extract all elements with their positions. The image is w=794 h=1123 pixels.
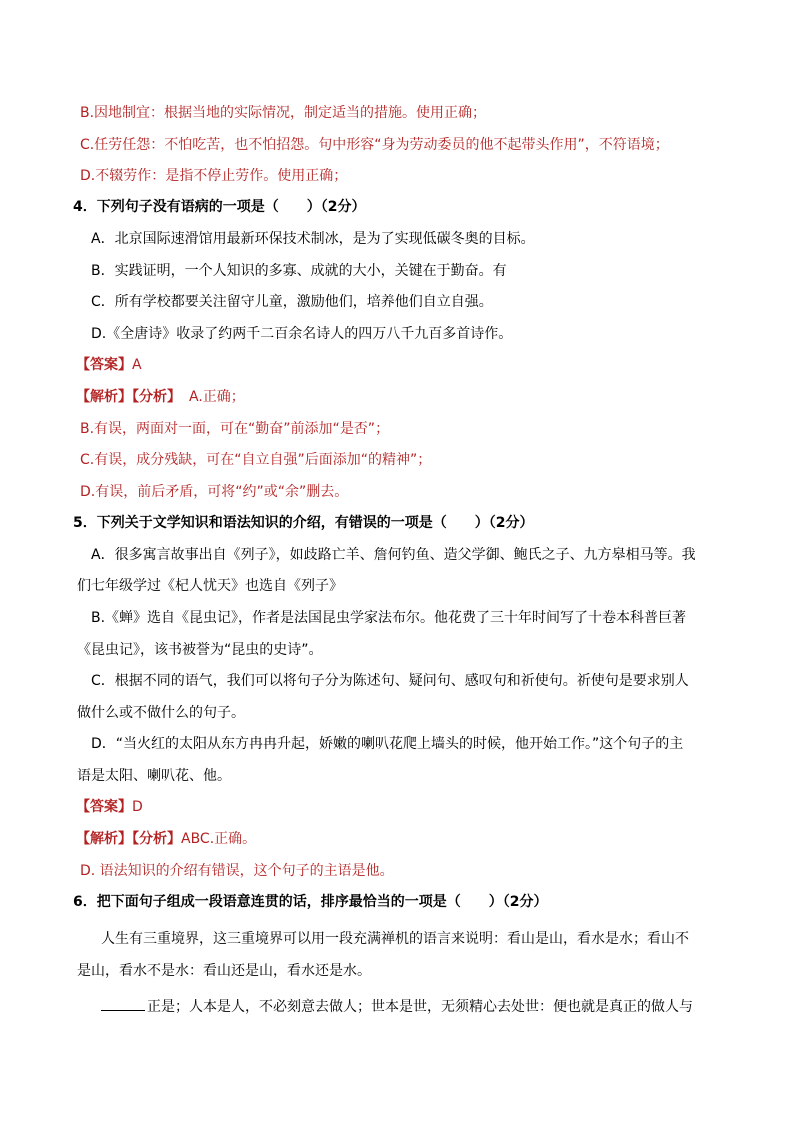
q4-stem: 4．下列句子没有语病的一项是（ ）（2分）	[73, 199, 366, 215]
q5-line: B.《蝉》选自《昆虫记》，作者是法国昆虫学家法布尔。他花费了三十年时间写了十卷本科普巨著	[91, 610, 687, 626]
q4-analysis-header	[76, 388, 245, 406]
q4-answer-label: 【答案】	[76, 357, 132, 373]
q4-option-a: A．北京国际速滑馆用最新环保技术制冰，是为了实现低碳冬奥的目标。	[91, 231, 535, 247]
q5-line: 做什么或不做什么的句子。	[77, 705, 245, 721]
q5-line: 语是太阳、喇叭花、他。	[77, 768, 231, 784]
q3-analysis-b: B.因地制宜：根据当地的实际情况，制定适当的措施。使用正确；	[80, 105, 487, 121]
q6-paragraph-line-2	[101, 996, 693, 1016]
q4-analysis-c: C.有误，成分残缺，可在“自立自强”后面添加“的精神”；	[80, 452, 432, 468]
q4-option-c: C．所有学校都要关注留守儿童，激励他们，培养他们自立自强。	[91, 294, 493, 310]
q4-answer	[76, 356, 142, 374]
q3-analysis-c: C.任劳任怨：不怕吃苦，也不怕招怨。句中形容“身为劳动委员的他不起带头作用”，不符语境；	[80, 137, 669, 153]
q5-analysis-header	[76, 830, 256, 848]
q6-paragraph-line: 人生有三重境界，这三重境界可以用一段充满禅机的语言来说明：看山是山，看水是水；看山不	[101, 931, 689, 947]
q5-analysis-abc: ABC.正确。	[181, 831, 257, 847]
q3-analysis-d: D.不辍劳作：是指不停止劳作。使用正确；	[80, 168, 348, 184]
q5-line: C．根据不同的语气，我们可以将句子分为陈述句、疑问句、感叹句和祈使句。祈使句是要求别人	[91, 673, 689, 689]
q4-option-d: D.《全唐诗》收录了约两千二百余名诗人的四万八千九百多首诗作。	[91, 326, 513, 342]
q5-stem: 5．下列关于文学知识和语法知识的介绍，有错误的一项是（ ）（2分）	[73, 515, 534, 531]
q5-line: 《昆虫记》，该书被誉为“昆虫的史诗”。	[77, 642, 323, 658]
q5-answer-label: 【答案】	[76, 799, 132, 815]
q4-answer-value: A	[132, 357, 142, 373]
q5-analysis-d: D. 语法知识的介绍有错误，这个句子的主语是他。	[80, 863, 394, 879]
fill-blank	[101, 996, 145, 1011]
q4-analysis-a: A.正确；	[189, 389, 245, 405]
q5-line: D．“当火红的太阳从东方冉冉升起，娇嫩的喇叭花爬上墙头的时候，他开始工作。”这个句子的主	[91, 736, 684, 752]
q6-paragraph-text: 正是；人本是人，不必刻意去做人；世本是世，无须精心去处世：便也就是真正的做人与	[147, 999, 693, 1015]
q5-answer-value: D	[132, 799, 143, 815]
q5-analysis-label: 【解析】【分析】	[76, 831, 181, 847]
q4-analysis-d: D.有误，前后矛盾，可将“约”或“余”删去。	[80, 484, 349, 500]
q5-line: A．很多寓言故事出自《列子》，如歧路亡羊、詹何钓鱼、造父学御、鲍氏之子、九方皋相马等。我	[91, 547, 696, 563]
q4-analysis-label: 【解析】【分析】	[76, 389, 181, 405]
q6-paragraph-line: 是山，看水不是水：看山还是山，看水还是水。	[77, 963, 371, 979]
q4-option-b: B．实践证明，一个人知识的多寡、成就的大小，关键在于勤奋。有	[91, 263, 507, 279]
q6-stem: 6．把下面句子组成一段语意连贯的话，排序最恰当的一项是（ ）（2分）	[73, 894, 548, 910]
q4-analysis-b: B.有误，两面对一面，可在“勤奋”前添加“是否”；	[80, 421, 390, 437]
q5-answer	[76, 798, 143, 816]
q5-line: 们七年级学过《杞人忧天》也选自《列子》	[77, 578, 343, 594]
